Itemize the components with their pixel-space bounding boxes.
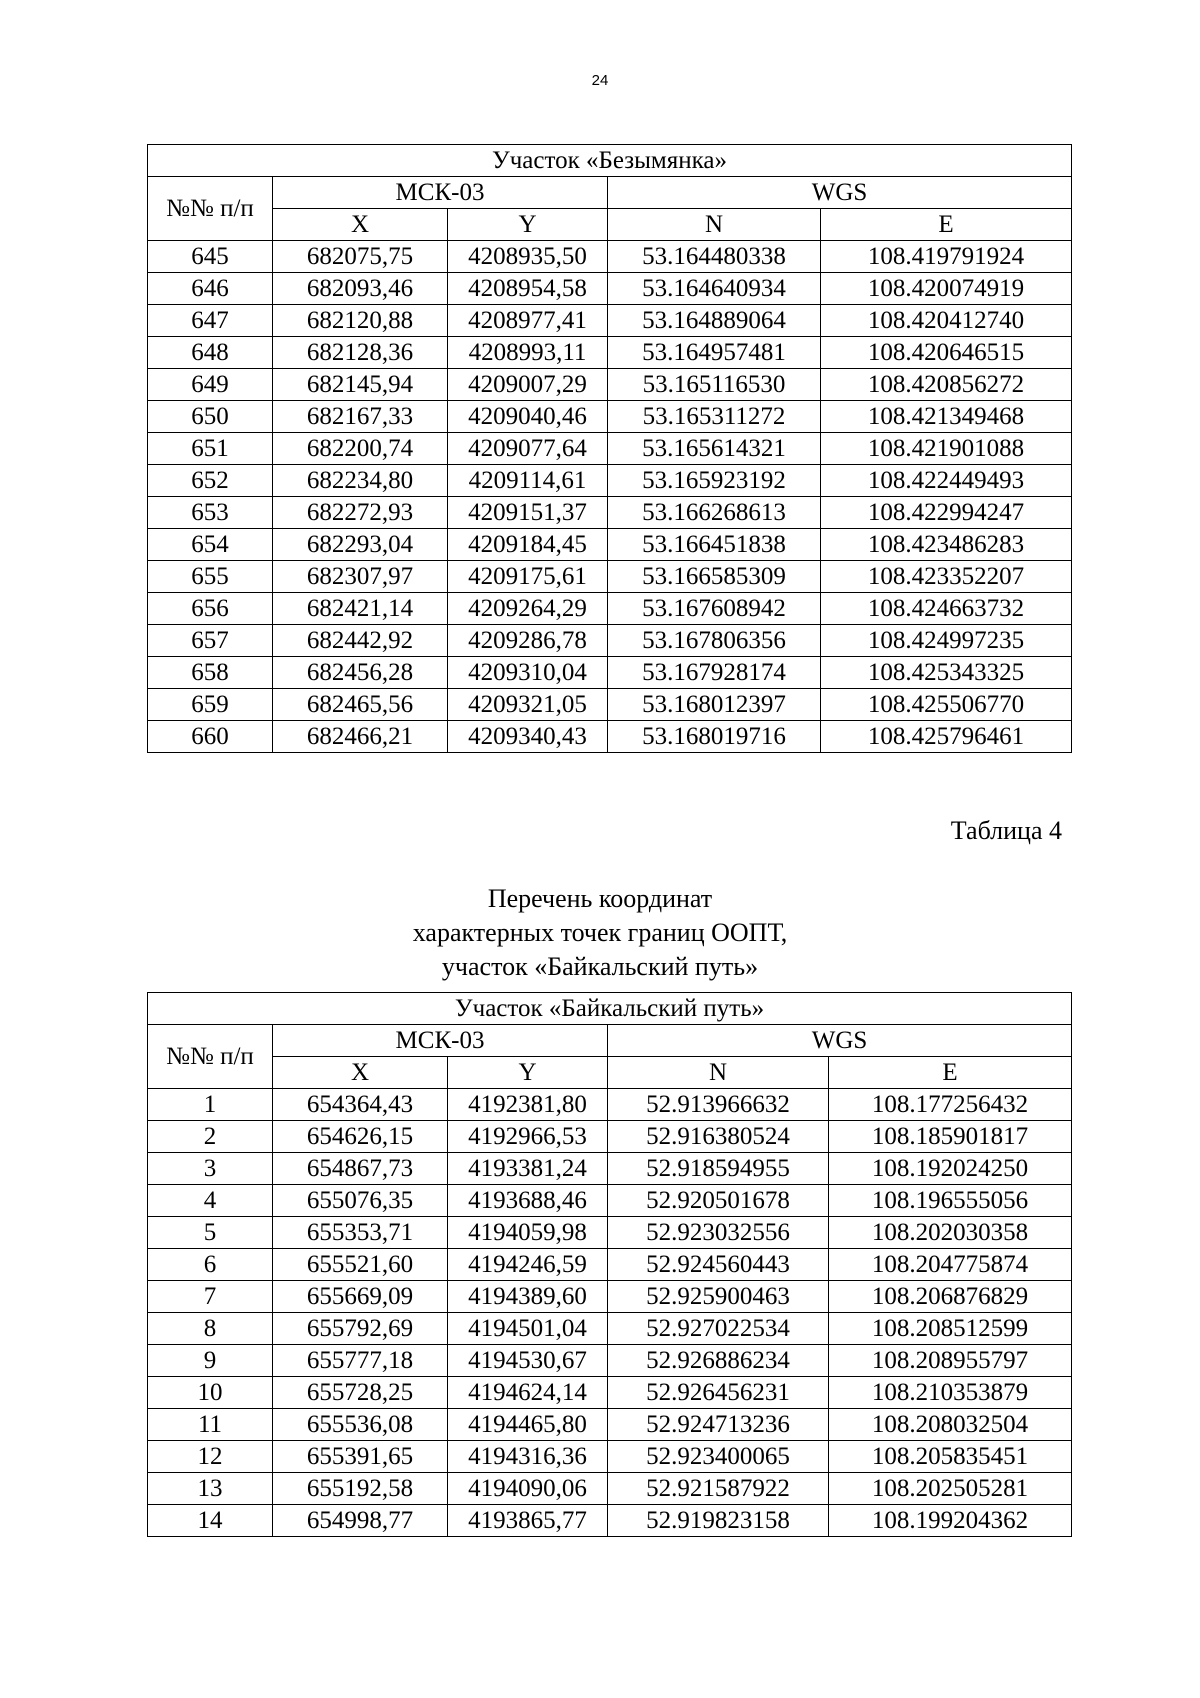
cell-wgs-n: 53.165923192 (608, 465, 821, 497)
cell-wgs-n: 52.923400065 (608, 1441, 829, 1473)
cell-wgs-n: 53.165116530 (608, 369, 821, 401)
cell-msk-x: 654867,73 (273, 1153, 448, 1185)
cell-msk-y: 4193865,77 (448, 1505, 608, 1537)
header-wgs: WGS (608, 1025, 1072, 1057)
cell-point-number: 1 (148, 1089, 273, 1121)
table-row (148, 1281, 1072, 1313)
cell-wgs-n: 53.166451838 (608, 529, 821, 561)
cell-wgs-e: 108.208955797 (829, 1345, 1072, 1377)
cell-wgs-n: 52.925900463 (608, 1281, 829, 1313)
cell-wgs-n: 52.927022534 (608, 1313, 829, 1345)
header-x: X (273, 209, 448, 241)
cell-point-number: 651 (148, 433, 273, 465)
cell-wgs-n: 52.923032556 (608, 1217, 829, 1249)
cell-wgs-e: 108.423352207 (821, 561, 1072, 593)
table-row (148, 689, 1072, 721)
cell-wgs-e: 108.208032504 (829, 1409, 1072, 1441)
header-num: №№ п/п (148, 1025, 273, 1089)
cell-msk-y: 4194316,36 (448, 1441, 608, 1473)
header-wgs: WGS (608, 177, 1072, 209)
cell-wgs-e: 108.196555056 (829, 1185, 1072, 1217)
table-row (148, 1473, 1072, 1505)
header-e: E (829, 1057, 1072, 1089)
cell-wgs-n: 53.164480338 (608, 241, 821, 273)
cell-wgs-n: 53.168019716 (608, 721, 821, 753)
cell-wgs-e: 108.202030358 (829, 1217, 1072, 1249)
table-title: Участок «Байкальский путь» (148, 993, 1072, 1025)
page-number: 24 (591, 72, 609, 89)
cell-wgs-e: 108.208512599 (829, 1313, 1072, 1345)
cell-point-number: 9 (148, 1345, 273, 1377)
cell-msk-y: 4208935,50 (448, 241, 608, 273)
cell-point-number: 652 (148, 465, 273, 497)
cell-msk-x: 682120,88 (273, 305, 448, 337)
cell-msk-y: 4209007,29 (448, 369, 608, 401)
cell-point-number: 6 (148, 1249, 273, 1281)
cell-msk-x: 682093,46 (273, 273, 448, 305)
cell-wgs-e: 108.199204362 (829, 1505, 1072, 1537)
cell-point-number: 648 (148, 337, 273, 369)
table-row (148, 401, 1072, 433)
cell-wgs-n: 52.919823158 (608, 1505, 829, 1537)
cell-point-number: 14 (148, 1505, 273, 1537)
cell-point-number: 11 (148, 1409, 273, 1441)
cell-msk-x: 682200,74 (273, 433, 448, 465)
cell-wgs-n: 52.924560443 (608, 1249, 829, 1281)
cell-msk-x: 655792,69 (273, 1313, 448, 1345)
cell-msk-y: 4208954,58 (448, 273, 608, 305)
cell-msk-y: 4209321,05 (448, 689, 608, 721)
cell-wgs-n: 52.926456231 (608, 1377, 829, 1409)
cell-wgs-n: 53.167806356 (608, 625, 821, 657)
cell-msk-y: 4209310,04 (448, 657, 608, 689)
cell-point-number: 654 (148, 529, 273, 561)
cell-point-number: 655 (148, 561, 273, 593)
cell-wgs-e: 108.192024250 (829, 1153, 1072, 1185)
cell-wgs-e: 108.424663732 (821, 593, 1072, 625)
header-n: N (608, 209, 821, 241)
cell-wgs-e: 108.424997235 (821, 625, 1072, 657)
cell-msk-x: 654626,15 (273, 1121, 448, 1153)
table-row (148, 1441, 1072, 1473)
cell-msk-y: 4209114,61 (448, 465, 608, 497)
cell-msk-y: 4194501,04 (448, 1313, 608, 1345)
cell-msk-x: 655669,09 (273, 1281, 448, 1313)
cell-msk-x: 654364,43 (273, 1089, 448, 1121)
cell-msk-x: 655391,65 (273, 1441, 448, 1473)
cell-point-number: 13 (148, 1473, 273, 1505)
cell-msk-x: 682421,14 (273, 593, 448, 625)
cell-point-number: 647 (148, 305, 273, 337)
coordinates-table-bezymyanka (147, 144, 1072, 753)
cell-point-number: 7 (148, 1281, 273, 1313)
table-title: Участок «Безымянка» (148, 145, 1072, 177)
cell-point-number: 646 (148, 273, 273, 305)
cell-wgs-n: 52.921587922 (608, 1473, 829, 1505)
cell-wgs-e: 108.185901817 (829, 1121, 1072, 1153)
cell-msk-y: 4208977,41 (448, 305, 608, 337)
table-row (148, 369, 1072, 401)
cell-msk-x: 682128,36 (273, 337, 448, 369)
header-msk: МСК-03 (273, 1025, 608, 1057)
cell-msk-y: 4193688,46 (448, 1185, 608, 1217)
header-y: Y (448, 1057, 608, 1089)
cell-point-number: 12 (148, 1441, 273, 1473)
table-row (148, 1089, 1072, 1121)
header-n: N (608, 1057, 829, 1089)
cell-msk-y: 4194246,59 (448, 1249, 608, 1281)
cell-msk-y: 4209151,37 (448, 497, 608, 529)
cell-wgs-n: 53.168012397 (608, 689, 821, 721)
heading-line-2: характерных точек границ ООПТ, (412, 918, 788, 947)
cell-msk-x: 654998,77 (273, 1505, 448, 1537)
cell-msk-x: 655521,60 (273, 1249, 448, 1281)
cell-msk-x: 682442,92 (273, 625, 448, 657)
header-y: Y (448, 209, 608, 241)
cell-wgs-e: 108.421901088 (821, 433, 1072, 465)
table-row (148, 497, 1072, 529)
cell-msk-y: 4194389,60 (448, 1281, 608, 1313)
cell-point-number: 650 (148, 401, 273, 433)
table-row (148, 1409, 1072, 1441)
cell-msk-y: 4209175,61 (448, 561, 608, 593)
cell-wgs-e: 108.210353879 (829, 1377, 1072, 1409)
heading-line-3: участок «Байкальский путь» (441, 952, 759, 981)
table-row (148, 721, 1072, 753)
cell-point-number: 4 (148, 1185, 273, 1217)
cell-wgs-e: 108.420074919 (821, 273, 1072, 305)
cell-msk-x: 655728,25 (273, 1377, 448, 1409)
cell-wgs-e: 108.425796461 (821, 721, 1072, 753)
cell-msk-x: 655536,08 (273, 1409, 448, 1441)
cell-msk-x: 682293,04 (273, 529, 448, 561)
cell-wgs-n: 52.920501678 (608, 1185, 829, 1217)
cell-msk-x: 682272,93 (273, 497, 448, 529)
table-row (148, 1313, 1072, 1345)
cell-msk-x: 682234,80 (273, 465, 448, 497)
cell-wgs-e: 108.420412740 (821, 305, 1072, 337)
cell-point-number: 656 (148, 593, 273, 625)
cell-msk-x: 655076,35 (273, 1185, 448, 1217)
cell-msk-x: 655353,71 (273, 1217, 448, 1249)
cell-msk-y: 4209286,78 (448, 625, 608, 657)
heading-line-1: Перечень координат (487, 884, 713, 913)
cell-msk-x: 655777,18 (273, 1345, 448, 1377)
cell-msk-y: 4194530,67 (448, 1345, 608, 1377)
cell-wgs-e: 108.419791924 (821, 241, 1072, 273)
table-row (148, 1153, 1072, 1185)
table-row (148, 1505, 1072, 1537)
cell-msk-x: 682307,97 (273, 561, 448, 593)
cell-wgs-e: 108.425506770 (821, 689, 1072, 721)
table-row (148, 433, 1072, 465)
cell-point-number: 8 (148, 1313, 273, 1345)
cell-wgs-e: 108.202505281 (829, 1473, 1072, 1505)
cell-point-number: 10 (148, 1377, 273, 1409)
cell-wgs-e: 108.420856272 (821, 369, 1072, 401)
cell-msk-y: 4194624,14 (448, 1377, 608, 1409)
cell-wgs-n: 52.913966632 (608, 1089, 829, 1121)
coordinates-table-baikalsky-put (147, 992, 1072, 1537)
section-heading (0, 882, 1200, 984)
cell-msk-y: 4209077,64 (448, 433, 608, 465)
cell-msk-x: 682075,75 (273, 241, 448, 273)
cell-wgs-n: 53.166585309 (608, 561, 821, 593)
table-body (148, 241, 1072, 753)
header-num: №№ п/п (148, 177, 273, 241)
table-row (148, 593, 1072, 625)
cell-msk-x: 655192,58 (273, 1473, 448, 1505)
cell-point-number: 659 (148, 689, 273, 721)
cell-point-number: 658 (148, 657, 273, 689)
cell-wgs-n: 53.164889064 (608, 305, 821, 337)
cell-point-number: 660 (148, 721, 273, 753)
cell-wgs-e: 108.204775874 (829, 1249, 1072, 1281)
cell-point-number: 3 (148, 1153, 273, 1185)
cell-wgs-e: 108.206876829 (829, 1281, 1072, 1313)
cell-wgs-e: 108.205835451 (829, 1441, 1072, 1473)
cell-msk-x: 682466,21 (273, 721, 448, 753)
cell-point-number: 5 (148, 1217, 273, 1249)
table-body (148, 1089, 1072, 1537)
table-row (148, 1377, 1072, 1409)
cell-msk-y: 4209040,46 (448, 401, 608, 433)
cell-wgs-n: 53.165614321 (608, 433, 821, 465)
cell-msk-x: 682456,28 (273, 657, 448, 689)
cell-wgs-e: 108.420646515 (821, 337, 1072, 369)
table-row (148, 1345, 1072, 1377)
table-row (148, 305, 1072, 337)
cell-wgs-e: 108.177256432 (829, 1089, 1072, 1121)
cell-wgs-n: 53.166268613 (608, 497, 821, 529)
cell-wgs-e: 108.423486283 (821, 529, 1072, 561)
cell-wgs-e: 108.425343325 (821, 657, 1072, 689)
cell-msk-x: 682145,94 (273, 369, 448, 401)
cell-point-number: 653 (148, 497, 273, 529)
cell-msk-y: 4194465,80 (448, 1409, 608, 1441)
table-row (148, 529, 1072, 561)
cell-wgs-n: 53.164640934 (608, 273, 821, 305)
table-row (148, 1185, 1072, 1217)
table-row (148, 625, 1072, 657)
table-row (148, 1249, 1072, 1281)
table-row (148, 273, 1072, 305)
cell-msk-y: 4208993,11 (448, 337, 608, 369)
cell-msk-y: 4192966,53 (448, 1121, 608, 1153)
table-row (148, 337, 1072, 369)
cell-msk-x: 682465,56 (273, 689, 448, 721)
cell-wgs-n: 52.918594955 (608, 1153, 829, 1185)
cell-msk-y: 4192381,80 (448, 1089, 608, 1121)
cell-wgs-e: 108.422449493 (821, 465, 1072, 497)
cell-wgs-n: 53.167928174 (608, 657, 821, 689)
table-row (148, 465, 1072, 497)
table-row (148, 657, 1072, 689)
cell-wgs-n: 52.924713236 (608, 1409, 829, 1441)
cell-wgs-n: 53.164957481 (608, 337, 821, 369)
table-row (148, 561, 1072, 593)
table-number-label: Таблица 4 (950, 816, 1062, 845)
cell-msk-y: 4194090,06 (448, 1473, 608, 1505)
cell-point-number: 2 (148, 1121, 273, 1153)
table-row (148, 1217, 1072, 1249)
cell-wgs-e: 108.422994247 (821, 497, 1072, 529)
cell-msk-y: 4193381,24 (448, 1153, 608, 1185)
cell-msk-y: 4209184,45 (448, 529, 608, 561)
table-row (148, 1121, 1072, 1153)
header-e: E (821, 209, 1072, 241)
cell-msk-y: 4194059,98 (448, 1217, 608, 1249)
cell-wgs-n: 53.165311272 (608, 401, 821, 433)
cell-wgs-n: 52.926886234 (608, 1345, 829, 1377)
header-msk: МСК-03 (273, 177, 608, 209)
table-row (148, 241, 1072, 273)
cell-wgs-n: 52.916380524 (608, 1121, 829, 1153)
cell-wgs-n: 53.167608942 (608, 593, 821, 625)
cell-point-number: 657 (148, 625, 273, 657)
header-x: X (273, 1057, 448, 1089)
cell-wgs-e: 108.421349468 (821, 401, 1072, 433)
cell-msk-y: 4209264,29 (448, 593, 608, 625)
cell-point-number: 649 (148, 369, 273, 401)
cell-msk-x: 682167,33 (273, 401, 448, 433)
cell-point-number: 645 (148, 241, 273, 273)
cell-msk-y: 4209340,43 (448, 721, 608, 753)
